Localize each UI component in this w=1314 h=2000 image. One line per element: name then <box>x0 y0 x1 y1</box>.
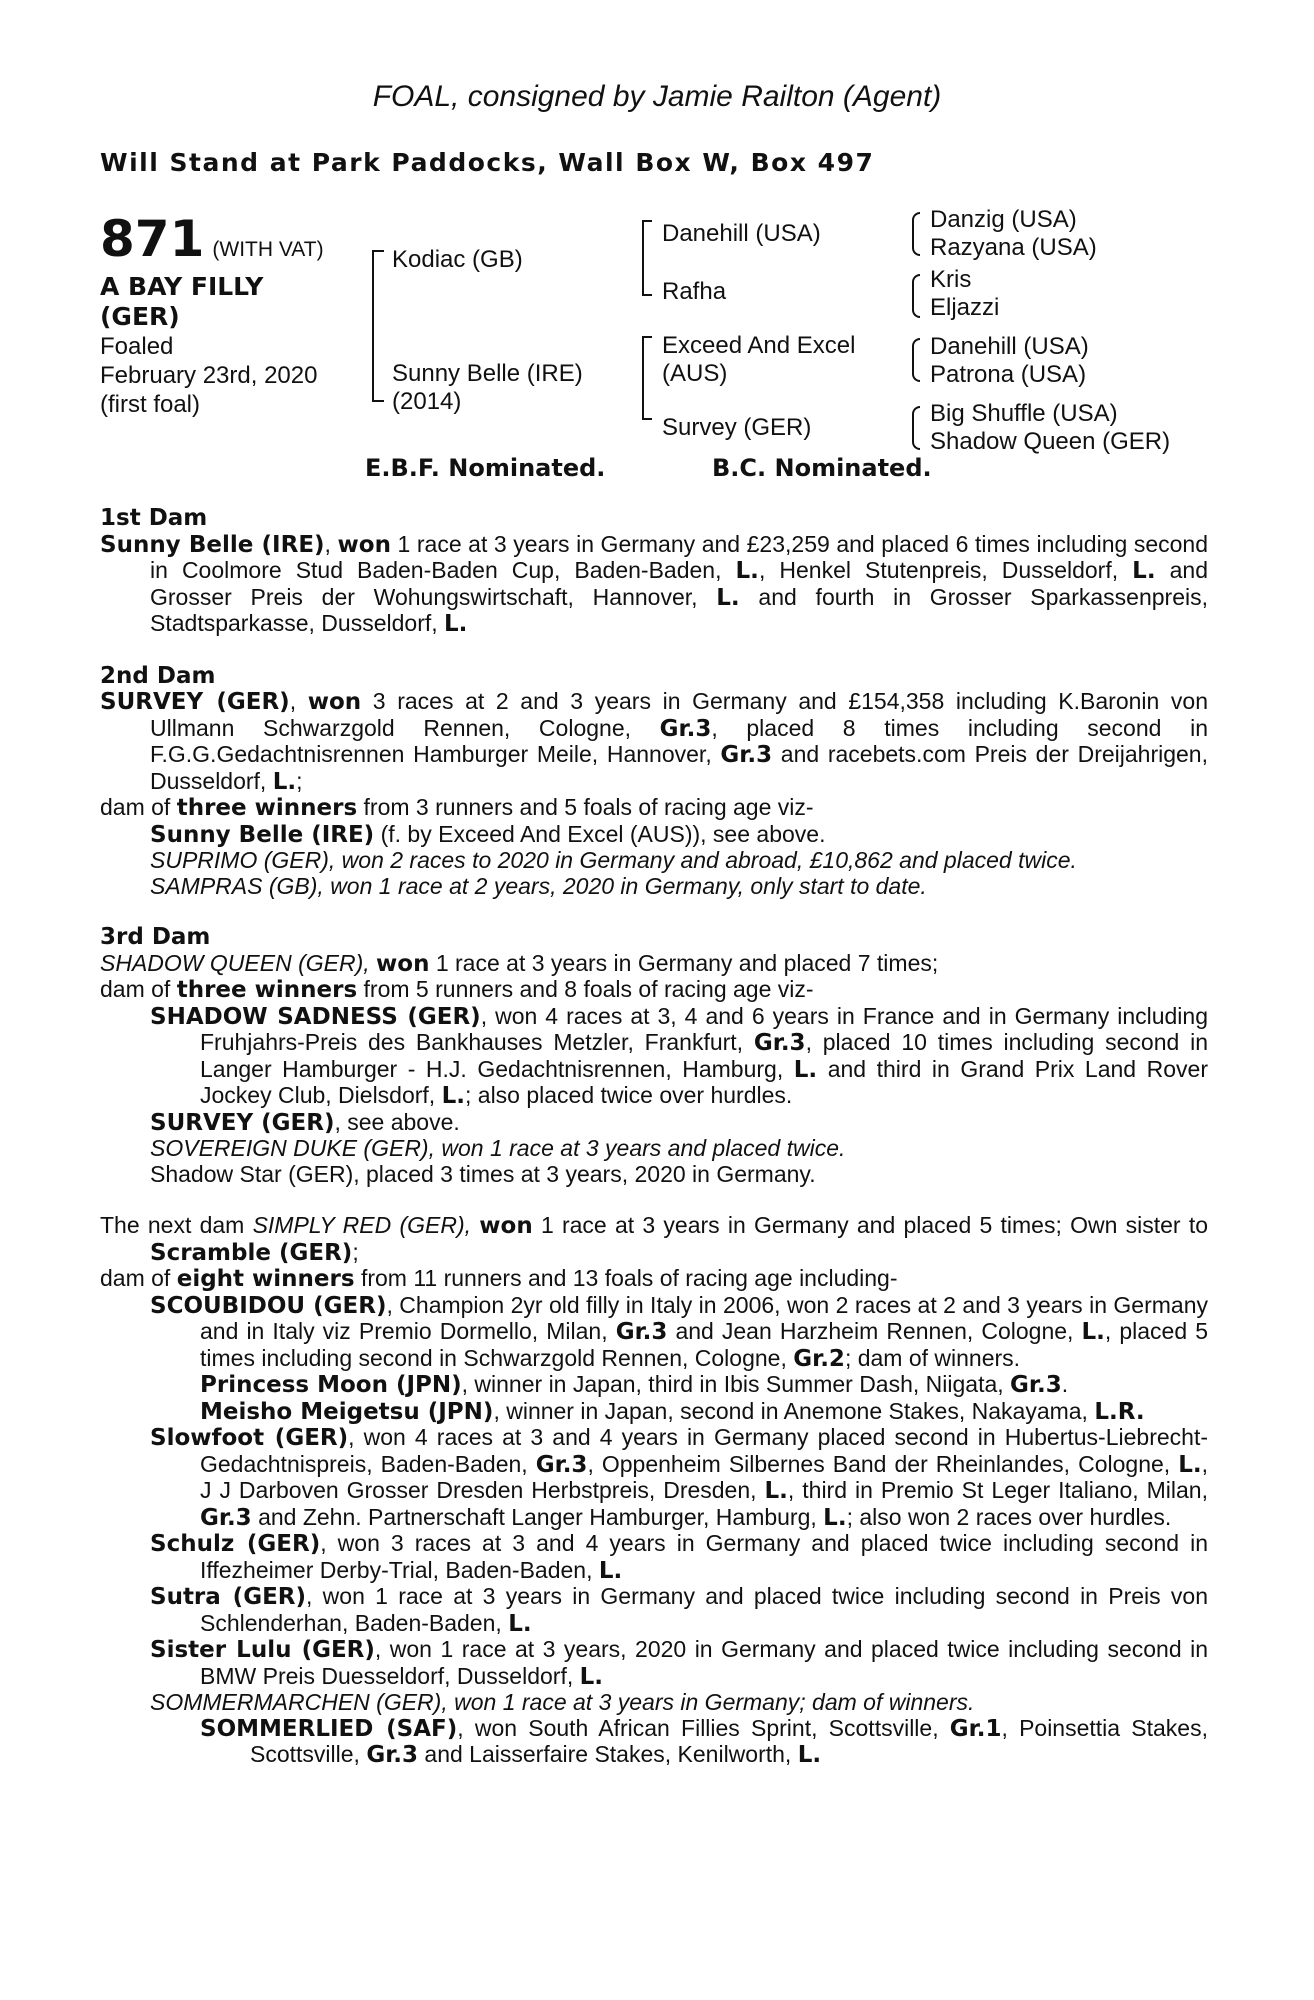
vat-note: (WITH VAT) <box>212 238 324 261</box>
third-dam-heading: 3rd Dam <box>100 924 211 950</box>
ebf-nominated: E.B.F. Nominated. <box>365 454 606 482</box>
first-dam-heading: 1st Dam <box>100 505 208 531</box>
third-dam-offspring-3: SOVEREIGN DUKE (GER), won 1 race at 3 years and placed twice. <box>150 1135 846 1161</box>
brace-main <box>372 250 384 402</box>
offspring-sommermarchen: SOMMERMARCHEN (GER), won 1 race at 3 years in Germany; dam of winners. <box>150 1689 975 1715</box>
second-dam-offspring-3: SAMPRAS (GB), won 1 race at 2 years, 2020 in Germany, only start to date. <box>150 872 927 899</box>
pedigree-g2: Razyana (USA) <box>930 234 1097 261</box>
pedigree-g6: Patrona (USA) <box>930 361 1087 388</box>
offspring-sommerlied: SOMMERLIED (SAF), won South African Fillies Sprint, Scottsville, Gr.1, Poinsettia Stakes, Scottsville, Gr.3 and Laisserfaire Stakes, Kenilworth, L. <box>200 1714 1208 1768</box>
brace-sire <box>642 220 652 296</box>
third-dam-produce: dam of three winners from 5 runners and 8 foals of racing age viz- <box>100 976 814 1003</box>
second-dam-record: SURVEY (GER), won 3 races at 2 and 3 years in Germany and £154,358 including K.Baronin von Ullmann Schwarzgold Rennen, Cologne, Gr.3, placed 8 times including second in F.G.G.Gedachtnisrennen Hamburger Meile, Hannover, Gr.3 and racebets.com Preis der Dreijahrigen, Dusseldorf, L.; <box>100 688 1209 795</box>
next-dam-record: The next dam SIMPLY RED (GER), won 1 race at 3 years in Germany and placed 5 times; Own sister to Scramble (GER); <box>100 1212 1209 1266</box>
consignor-line: FOAL, consigned by Jamie Railton (Agent) <box>372 80 942 113</box>
lot-block <box>100 210 324 419</box>
pedigree-g4: Eljazzi <box>930 294 1000 321</box>
pedigree-sire: Kodiac (GB) <box>392 246 523 273</box>
lot-name: A BAY FILLY (GER) <box>100 272 264 331</box>
second-dam-heading: 2nd Dam <box>100 662 216 689</box>
offspring-schulz: Schulz (GER), won 3 races at 3 and 4 years in Germany and placed twice including second in Iffezheimer Derby-Trial, Baden-Baden, L. <box>150 1530 1208 1584</box>
offspring-sister-lulu: Sister Lulu (GER), won 1 race at 3 years, 2020 in Germany and placed twice including second in BMW Preis Duesseldorf, Dusseldorf, L. <box>150 1636 1208 1690</box>
brace-g4 <box>912 406 920 450</box>
third-dam-offspring-4: Shadow Star (GER), placed 3 times at 3 years, 2020 in Germany. <box>150 1160 816 1187</box>
pedigree-dam: Sunny Belle (IRE) (2014) <box>392 360 583 415</box>
offspring-slowfoot: Slowfoot (GER), won 4 races at 3 and 4 years in Germany placed second in Hubertus-Liebrecht-Gedachtnispreis, Baden-Baden, Gr.3, Oppenheim Silbernes Band der Rheinlandes, Cologne, L., J J Darboven Grosser Dresden Herbstpreis, Dresden, L., third in Premio St Leger Italiano, Milan, Gr.3 and Zehn. Partnerschaft Langer Hamburger, Hamburg, L.; also won 2 races over hurdles. <box>150 1424 1209 1531</box>
pedigree-dam-dam: Survey (GER) <box>662 414 812 441</box>
pedigree-g1: Danzig (USA) <box>930 206 1077 233</box>
pedigree-sire-dam: Rafha <box>662 278 727 305</box>
stand-location: Will Stand at Park Paddocks, Wall Box W, Box 497 <box>100 148 875 177</box>
offspring-scoubidou: SCOUBIDOU (GER), Champion 2yr old filly in Italy in 2006, won 2 races at 2 and 3 years in Germany and in Italy viz Premio Dormello, Milan, Gr.3 and Jean Harzheim Rennen, Cologne, L., placed 5 times including second in Schwarzgold Rennen, Cologne, Gr.2; dam of winners. <box>150 1291 1208 1372</box>
first-dam-record: Sunny Belle (IRE), won 1 race at 3 years in Germany and £23,259 and placed 6 times including second in Coolmore Stud Baden-Baden Cup, Baden-Baden, L., Henkel Stutenpreis, Dusseldorf, L. and Grosser Preis der Wohungswirtschaft, Hannover, L. and fourth in Grosser Sparkassenpreis, Stadtsparkasse, Dusseldorf, L. <box>100 530 1209 637</box>
pedigree-g3: Kris <box>930 266 972 293</box>
brace-g2 <box>912 274 920 318</box>
offspring-meisho-meigetsu: Meisho Meigetsu (JPN), winner in Japan, second in Anemone Stakes, Nakayama, L.R. <box>200 1397 1145 1425</box>
pedigree-g8: Shadow Queen (GER) <box>930 428 1171 455</box>
second-dam-offspring-2: SUPRIMO (GER), won 2 races to 2020 in Germany and abroad, £10,862 and placed twice. <box>150 847 1077 873</box>
bc-nominated: B.C. Nominated. <box>712 454 932 482</box>
offspring-sutra: Sutra (GER), won 1 race at 3 years in Germany and placed twice including second in Preis von Schlenderhan, Baden-Baden, L. <box>150 1583 1208 1637</box>
catalogue-text <box>100 506 1208 1769</box>
next-dam-produce: dam of eight winners from 11 runners and 13 foals of racing age including- <box>100 1265 898 1292</box>
offspring-princess-moon: Princess Moon (JPN), winner in Japan, third in Ibis Summer Dash, Niigata, Gr.3. <box>200 1371 1069 1398</box>
third-dam-offspring-1: SHADOW SADNESS (GER), won 4 races at 3, 4 and 6 years in France and in Germany including Fruhjahrs-Preis des Bankhauses Metzler, Frankfurt, Gr.3, placed 10 times including second in Langer Hamburger - H.J. Gedachtnisrennen, Hamburg, L. and third in Grand Prix Land Rover Jockey Club, Dielsdorf, L.; also placed twice over hurdles. <box>150 1002 1208 1109</box>
pedigree-g5: Danehill (USA) <box>930 333 1089 360</box>
lot-info: Foaled February 23rd, 2020 (first foal) <box>100 333 318 418</box>
second-dam-offspring-1: Sunny Belle (IRE) (f. by Exceed And Excel (AUS)), see above. <box>150 820 826 848</box>
brace-g1 <box>912 212 920 256</box>
pedigree-dam-sire: Exceed And Excel (AUS) <box>662 332 856 387</box>
third-dam-offspring-2: SURVEY (GER), see above. <box>150 1108 460 1136</box>
pedigree-g7: Big Shuffle (USA) <box>930 400 1118 427</box>
brace-dam <box>642 336 652 420</box>
third-dam-record: SHADOW QUEEN (GER), won 1 race at 3 years in Germany and placed 7 times; <box>100 949 939 977</box>
brace-g3 <box>912 338 920 382</box>
lot-number: 871 <box>100 210 205 268</box>
second-dam-produce: dam of three winners from 3 runners and 5 foals of racing age viz- <box>100 794 814 821</box>
pedigree-sire-sire: Danehill (USA) <box>662 220 821 247</box>
